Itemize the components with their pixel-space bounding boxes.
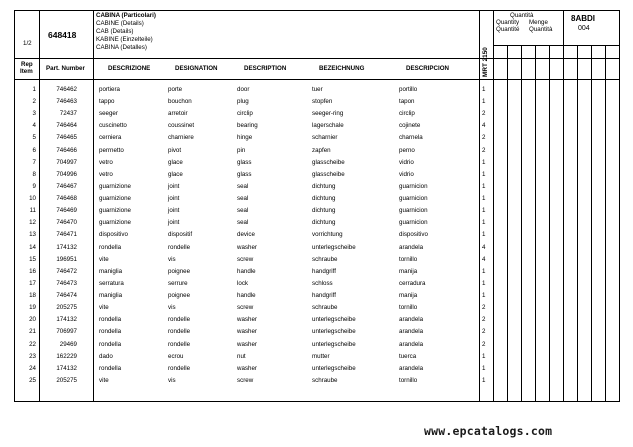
row-description: washer	[237, 364, 257, 372]
table-row	[15, 133, 621, 145]
row-rep: 3	[32, 110, 36, 118]
row-bezeichnung: vorrichtung	[312, 231, 343, 239]
row-descrizione: seeger	[99, 110, 118, 118]
row-quantity: 2	[482, 110, 486, 118]
row-bezeichnung: schloss	[312, 279, 333, 287]
row-descripcion: tapon	[399, 98, 415, 106]
row-bezeichnung: scharnier	[312, 134, 338, 142]
row-descripcion: tornillo	[399, 255, 418, 263]
row-designation: glace	[168, 170, 183, 178]
row-rep: 2	[32, 98, 36, 106]
row-descripcion: circlip	[399, 110, 415, 118]
row-descripcion: guarnicion	[399, 195, 428, 203]
row-rep: 25	[29, 376, 36, 384]
row-designation: bouchon	[168, 98, 192, 106]
row-designation: glace	[168, 158, 183, 166]
row-part-number: 162229	[56, 352, 77, 360]
row-bezeichnung: schraube	[312, 376, 338, 384]
quantity-label-fr: Quantité	[496, 26, 520, 33]
row-descrizione: rondella	[99, 316, 122, 324]
row-description: seal	[237, 195, 249, 203]
row-rep: 19	[29, 304, 36, 312]
row-descrizione: guarnizione	[99, 207, 131, 215]
row-part-number: 746467	[56, 182, 77, 190]
row-bezeichnung: seeger-ring	[312, 110, 344, 118]
col-descripcion: DESCRIPCION	[406, 65, 449, 72]
row-bezeichnung: dichtung	[312, 195, 336, 203]
row-descrizione: vetro	[99, 158, 113, 166]
row-description: pin	[237, 146, 246, 154]
table-row	[15, 352, 621, 364]
row-descrizione: tappo	[99, 98, 115, 106]
row-bezeichnung: unterlegscheibe	[312, 364, 356, 372]
table-row	[15, 267, 621, 279]
row-quantity: 2	[482, 340, 486, 348]
row-descripcion: arandela	[399, 364, 424, 372]
row-designation: joint	[168, 207, 180, 215]
row-descrizione: dispositivo	[99, 231, 128, 239]
row-bezeichnung: dichtung	[312, 182, 336, 190]
row-description: washer	[237, 243, 257, 251]
row-descripcion: manija	[399, 292, 418, 300]
row-bezeichnung: schraube	[312, 304, 338, 312]
machine-model-vertical-label: MRT 2150	[482, 47, 489, 77]
row-part-number: 746472	[56, 267, 77, 275]
row-rep: 12	[29, 219, 36, 227]
row-rep: 20	[29, 316, 36, 324]
row-description: screw	[237, 304, 254, 312]
row-descripcion: vidrio	[399, 170, 414, 178]
row-rep: 24	[29, 364, 36, 372]
row-part-number: 72437	[59, 110, 77, 118]
row-rep: 9	[32, 182, 36, 190]
col-description: DESCRIPTION	[244, 65, 287, 72]
row-bezeichnung: mutter	[312, 352, 330, 360]
row-rep: 21	[29, 328, 36, 336]
row-descripcion: arandela	[399, 328, 424, 336]
row-rep: 22	[29, 340, 36, 348]
row-part-number: 205275	[56, 376, 77, 384]
row-descripcion: arandela	[399, 316, 424, 324]
col-descrizione: DESCRIZIONE	[108, 65, 151, 72]
row-designation: rondelle	[168, 340, 191, 348]
table-row	[15, 170, 621, 182]
col-rep: Rep	[21, 61, 33, 68]
row-bezeichnung: stopfen	[312, 98, 333, 106]
row-descrizione: cerniera	[99, 134, 122, 142]
table-row	[15, 364, 621, 376]
assembly-code: 648418	[48, 30, 77, 40]
row-bezeichnung: dichtung	[312, 219, 336, 227]
row-description: screw	[237, 255, 254, 263]
row-bezeichnung: schraube	[312, 255, 338, 263]
row-quantity: 4	[482, 243, 486, 251]
watermark: www.epcatalogs.com	[424, 424, 553, 438]
page-indicator: 1/2	[23, 40, 32, 47]
row-designation: poignee	[168, 292, 191, 300]
table-row	[15, 194, 621, 206]
table-row	[15, 218, 621, 230]
model-code: 8ABDI	[571, 14, 596, 23]
table-row	[15, 279, 621, 291]
table-row	[15, 230, 621, 242]
row-designation: vis	[168, 304, 176, 312]
col-bezeichnung: BEZEICHNUNG	[319, 65, 365, 72]
col-item: Item	[20, 68, 33, 75]
row-part-number: 174132	[56, 243, 77, 251]
row-rep: 7	[32, 158, 36, 166]
row-rep: 6	[32, 146, 36, 154]
row-description: device	[237, 231, 255, 239]
row-description: washer	[237, 340, 257, 348]
row-quantity: 1	[482, 364, 486, 372]
row-description: seal	[237, 207, 249, 215]
row-descrizione: vite	[99, 255, 109, 263]
row-descripcion: arandela	[399, 243, 424, 251]
row-description: seal	[237, 182, 249, 190]
table-row	[15, 121, 621, 133]
row-description: washer	[237, 316, 257, 324]
row-designation: vis	[168, 376, 176, 384]
row-part-number: 746464	[56, 122, 77, 130]
row-description: lock	[237, 279, 249, 287]
row-quantity: 1	[482, 86, 486, 93]
row-designation: pivot	[168, 146, 182, 154]
quantity-label-en: Quantity	[496, 19, 520, 26]
col-part-number: Part. Number	[46, 65, 85, 72]
quantity-label-it: Quantità	[510, 12, 534, 19]
row-quantity: 2	[482, 304, 486, 312]
row-descripcion: cojinete	[399, 122, 421, 130]
row-part-number: 706997	[56, 328, 77, 336]
row-rep: 16	[29, 267, 36, 275]
row-descrizione: rondella	[99, 364, 122, 372]
row-quantity: 1	[482, 352, 486, 360]
title-fr: CABINE (Details)	[96, 20, 144, 27]
row-descripcion: cerradura	[399, 279, 426, 287]
row-descripcion: portillo	[399, 86, 418, 93]
row-part-number: 704997	[56, 158, 77, 166]
row-descrizione: vite	[99, 304, 109, 312]
row-description: circlip	[237, 110, 253, 118]
row-description: plug	[237, 98, 249, 106]
row-descripcion: charnela	[399, 134, 423, 142]
row-description: seal	[237, 219, 249, 227]
row-designation: poignee	[168, 267, 191, 275]
row-designation: arretoir	[168, 110, 188, 118]
model-variant: 004	[578, 25, 590, 32]
row-descrizione: guarnizione	[99, 219, 131, 227]
row-part-number: 704996	[56, 170, 77, 178]
row-rep: 15	[29, 255, 36, 263]
row-rep: 17	[29, 279, 36, 287]
row-part-number: 746468	[56, 195, 77, 203]
table-row	[15, 291, 621, 303]
row-quantity: 1	[482, 292, 486, 300]
row-description: glass	[237, 158, 252, 166]
row-descripcion: perno	[399, 146, 415, 154]
table-row	[15, 243, 621, 255]
row-bezeichnung: handgriff	[312, 292, 336, 300]
row-designation: charniere	[168, 134, 194, 142]
table-row	[15, 182, 621, 194]
row-quantity: 1	[482, 158, 486, 166]
row-rep: 23	[29, 352, 36, 360]
row-part-number: 196951	[56, 255, 77, 263]
row-quantity: 1	[482, 376, 486, 384]
col-designation: DESIGNATION	[175, 65, 218, 72]
row-descripcion: dispositivo	[399, 231, 428, 239]
row-description: washer	[237, 328, 257, 336]
row-descrizione: maniglia	[99, 267, 123, 275]
row-quantity: 1	[482, 279, 486, 287]
row-quantity: 4	[482, 122, 486, 130]
row-descripcion: tuerca	[399, 352, 417, 360]
table-row	[15, 97, 621, 109]
row-bezeichnung: glasscheibe	[312, 170, 345, 178]
row-description: glass	[237, 170, 252, 178]
row-part-number: 746466	[56, 146, 77, 154]
row-description: nut	[237, 352, 246, 360]
table-row	[15, 315, 621, 327]
row-descrizione: serratura	[99, 279, 124, 287]
row-rep: 4	[32, 122, 36, 130]
row-part-number: 746465	[56, 134, 77, 142]
row-part-number: 746462	[56, 86, 77, 93]
row-part-number: 746473	[56, 279, 77, 287]
parts-list-sheet	[14, 10, 620, 402]
row-descrizione: cuscinetto	[99, 122, 127, 130]
row-rep: 13	[29, 231, 36, 239]
row-quantity: 1	[482, 219, 486, 227]
table-row	[15, 85, 621, 97]
row-part-number: 29469	[59, 340, 77, 348]
row-descripcion: manija	[399, 267, 418, 275]
title-de: KABINE (Einzelteile)	[96, 36, 153, 43]
row-description: bearing	[237, 122, 258, 130]
row-quantity: 2	[482, 316, 486, 324]
row-designation: rondelle	[168, 316, 191, 324]
row-bezeichnung: zapfen	[312, 146, 331, 154]
row-designation: joint	[168, 195, 180, 203]
row-descrizione: dado	[99, 352, 113, 360]
row-quantity: 1	[482, 207, 486, 215]
row-bezeichnung: unterlegscheibe	[312, 243, 356, 251]
table-row	[15, 146, 621, 158]
row-bezeichnung: dichtung	[312, 207, 336, 215]
row-quantity: 2	[482, 134, 486, 142]
row-description: handle	[237, 292, 256, 300]
row-descrizione: portiera	[99, 86, 120, 93]
row-quantity: 2	[482, 328, 486, 336]
row-rep: 10	[29, 195, 36, 203]
row-bezeichnung: unterlegscheibe	[312, 328, 356, 336]
row-part-number: 205275	[56, 304, 77, 312]
row-designation: rondelle	[168, 364, 191, 372]
row-quantity: 1	[482, 267, 486, 275]
row-descripcion: guarnicion	[399, 219, 428, 227]
row-designation: coussinet	[168, 122, 195, 130]
row-descripcion: arandela	[399, 340, 424, 348]
row-descrizione: rondella	[99, 243, 122, 251]
row-descripcion: guarnicion	[399, 182, 428, 190]
row-designation: joint	[168, 219, 180, 227]
row-quantity: 2	[482, 146, 486, 154]
row-descrizione: vite	[99, 376, 109, 384]
row-quantity: 1	[482, 231, 486, 239]
row-rep: 18	[29, 292, 36, 300]
row-rep: 5	[32, 134, 36, 142]
row-descripcion: vidrio	[399, 158, 414, 166]
row-part-number: 746471	[56, 231, 77, 239]
row-part-number: 746470	[56, 219, 77, 227]
header-divider	[15, 58, 619, 59]
row-bezeichnung: unterlegscheibe	[312, 316, 356, 324]
row-rep: 11	[29, 207, 36, 215]
row-descrizione: rondella	[99, 328, 122, 336]
row-bezeichnung: lagerschale	[312, 122, 344, 130]
row-part-number: 746469	[56, 207, 77, 215]
row-description: hinge	[237, 134, 253, 142]
row-quantity: 4	[482, 255, 486, 263]
row-descrizione: rondella	[99, 340, 122, 348]
row-descrizione: maniglia	[99, 292, 123, 300]
row-quantity: 1	[482, 98, 486, 106]
title-it: CABINA (Particolari)	[96, 12, 156, 19]
row-bezeichnung: tuer	[312, 86, 323, 93]
row-description: door	[237, 86, 250, 93]
row-descrizione: vetro	[99, 170, 113, 178]
row-rep: 8	[32, 170, 36, 178]
title-es: CABINA (Detalles)	[96, 44, 147, 51]
row-descrizione: guarnizione	[99, 182, 131, 190]
title-en: CAB (Details)	[96, 28, 134, 35]
row-description: handle	[237, 267, 256, 275]
row-descrizione: perrnetto	[99, 146, 124, 154]
row-description: screw	[237, 376, 254, 384]
row-designation: joint	[168, 182, 180, 190]
row-descripcion: guarnicion	[399, 207, 428, 215]
table-row	[15, 206, 621, 218]
table-row	[15, 158, 621, 170]
row-designation: rondelle	[168, 243, 191, 251]
row-designation: serrure	[168, 279, 188, 287]
table-row	[15, 109, 621, 121]
table-row	[15, 340, 621, 352]
row-designation: porte	[168, 86, 183, 93]
row-rep: 1	[32, 86, 36, 93]
row-part-number: 174132	[56, 364, 77, 372]
row-quantity: 1	[482, 195, 486, 203]
row-quantity: 1	[482, 170, 486, 178]
row-designation: ecrou	[168, 352, 184, 360]
row-part-number: 746474	[56, 292, 77, 300]
qty-subheader-rule	[493, 45, 619, 46]
row-rep: 14	[29, 243, 36, 251]
row-descripcion: tornillo	[399, 376, 418, 384]
row-descrizione: guarnizione	[99, 195, 131, 203]
row-bezeichnung: glasscheibe	[312, 158, 345, 166]
column-header-divider	[15, 79, 619, 80]
row-part-number: 174132	[56, 316, 77, 324]
row-bezeichnung: unterlegscheibe	[312, 340, 356, 348]
row-part-number: 746463	[56, 98, 77, 106]
row-quantity: 1	[482, 182, 486, 190]
row-descripcion: tornillo	[399, 304, 418, 312]
row-designation: rondelle	[168, 328, 191, 336]
row-designation: dispositif	[168, 231, 193, 239]
quantity-label-de: Menge	[529, 19, 548, 26]
row-designation: vis	[168, 255, 176, 263]
quantity-label-it-2: Quantità	[529, 26, 553, 33]
table-row	[15, 327, 621, 339]
table-row	[15, 303, 621, 315]
table-row	[15, 255, 621, 267]
row-bezeichnung: handgriff	[312, 267, 336, 275]
table-row	[15, 376, 621, 388]
